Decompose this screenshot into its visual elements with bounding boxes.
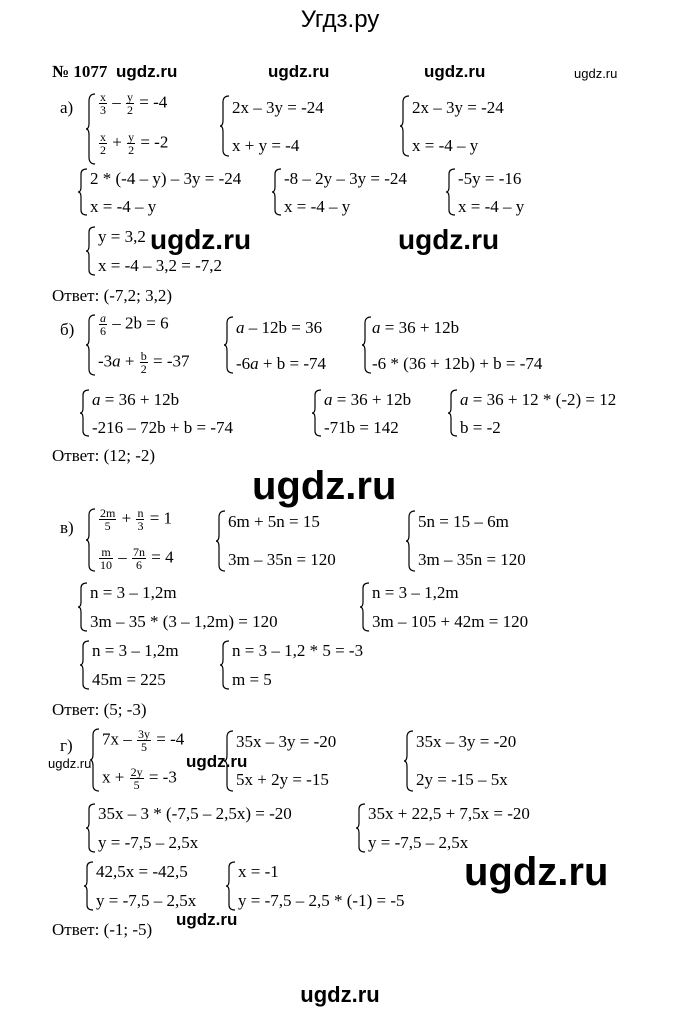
equation: 3m – 35 * (3 – 1,2m) = 120 xyxy=(90,612,278,631)
equation: $\frac{x}{3}$ – $\frac{y}{2}$ = -4 xyxy=(100,90,168,117)
brace-icon xyxy=(80,389,90,437)
fraction: $\frac{x}{3}$ xyxy=(100,90,106,117)
footer-site: ugdz.ru xyxy=(300,982,380,1007)
fraction: $\frac{2y}{5}$ xyxy=(130,765,143,792)
answer-g: Ответ: (-1; -5) xyxy=(52,920,153,939)
equation: 2 * (-4 – y) – 3y = -24 xyxy=(90,169,242,188)
brace-icon xyxy=(446,168,456,216)
brace-icon xyxy=(406,510,416,572)
brace-icon xyxy=(216,510,226,572)
brace-icon xyxy=(400,95,410,157)
equation: -216 – 72b + b = -74 xyxy=(92,418,233,437)
equation: n = 3 – 1,2m xyxy=(92,641,179,660)
equation: 3m – 105 + 42m = 120 xyxy=(372,612,529,631)
watermark: ugdz.ru xyxy=(186,752,248,771)
fraction: $\frac{2m}{5}$ xyxy=(100,506,116,533)
fraction: $\frac{m}{10}$ xyxy=(100,545,112,572)
site-title: Угдз.ру xyxy=(300,6,380,33)
equation: 35x – 3y = -20 xyxy=(236,732,337,751)
brace-icon xyxy=(448,389,458,437)
brace-icon xyxy=(84,861,94,911)
fraction: $\frac{a}{6}$ xyxy=(100,311,106,338)
brace-icon xyxy=(272,168,282,216)
equation: a = 36 + 12b xyxy=(372,318,460,337)
answer-a: Ответ: (-7,2; 3,2) xyxy=(52,286,173,305)
watermark: ugdz.ru xyxy=(398,224,500,255)
fraction: $\frac{7n}{6}$ xyxy=(133,545,145,572)
equation: x = -4 – y xyxy=(458,197,525,216)
watermark: ugdz.ru xyxy=(424,62,486,81)
equation: a = 36 + 12 * (-2) = 12 xyxy=(460,390,617,409)
equation: -71b = 142 xyxy=(324,418,399,437)
equation: x = -4 – y xyxy=(412,136,479,155)
fraction: $\frac{x}{2}$ xyxy=(100,130,106,157)
equation: y = -7,5 – 2,5 * (-1) = -5 xyxy=(238,891,405,910)
equation: 7x – $\frac{3y}{5}$ = -4 xyxy=(102,727,185,754)
equation: n = 3 – 1,2 * 5 = -3 xyxy=(232,641,364,660)
equation: a = 36 + 12b xyxy=(324,390,412,409)
brace-icon xyxy=(86,803,96,853)
brace-icon xyxy=(86,226,96,276)
equation: -5y = -16 xyxy=(458,169,522,188)
brace-icon xyxy=(362,316,372,374)
equation: $\frac{x}{2}$ + $\frac{y}{2}$ = -2 xyxy=(100,130,169,157)
equation: y = -7,5 – 2,5x xyxy=(98,833,199,852)
equation: n = 3 – 1,2m xyxy=(90,583,177,602)
equation: a – 12b = 36 xyxy=(236,318,323,337)
answer-v: Ответ: (5; -3) xyxy=(52,700,147,719)
equation: 6m + 5n = 15 xyxy=(228,512,320,531)
equation: 35x + 22,5 + 7,5x = -20 xyxy=(368,804,530,823)
equation: b = -2 xyxy=(460,418,501,437)
part-label-b: б) xyxy=(60,320,75,339)
fraction: $\frac{3y}{5}$ xyxy=(138,727,150,754)
part-label-a: а) xyxy=(60,98,74,117)
brace-icon xyxy=(78,582,88,632)
answer-b: Ответ: (12; -2) xyxy=(52,446,156,465)
equation: -3a + $\frac{b}{2}$ = -37 xyxy=(98,349,190,376)
equation: x + $\frac{2y}{5}$ = -3 xyxy=(102,765,177,792)
brace-icon xyxy=(226,861,236,911)
brace-icon xyxy=(356,803,366,853)
equation: $\frac{2m}{5}$ + $\frac{n}{3}$ = 1 xyxy=(100,506,173,533)
brace-icon xyxy=(220,95,230,157)
equation: 2x – 3y = -24 xyxy=(232,98,324,117)
fraction: $\frac{y}{2}$ xyxy=(128,130,135,157)
equation: 42,5x = -42,5 xyxy=(96,862,188,881)
brace-icon xyxy=(224,730,234,792)
equation: 35x – 3y = -20 xyxy=(416,732,517,751)
equation: y = 3,2 xyxy=(98,227,146,246)
part-label-g: г) xyxy=(60,736,73,755)
equation: -6 * (36 + 12b) + b = -74 xyxy=(372,354,543,373)
watermark: ugdz.ru xyxy=(116,62,178,81)
brace-icon xyxy=(86,93,96,165)
equation: 5n = 15 – 6m xyxy=(418,512,509,531)
brace-icon xyxy=(220,640,230,690)
watermark: ugdz.ru xyxy=(464,850,609,894)
watermark: ugdz.ru xyxy=(176,910,238,929)
equation: y = -7,5 – 2,5x xyxy=(368,833,469,852)
equation: -8 – 2y – 3y = -24 xyxy=(284,169,407,188)
equation: x = -4 – 3,2 = -7,2 xyxy=(98,256,222,275)
fraction: $\frac{n}{3}$ xyxy=(137,506,144,533)
equation: 2x – 3y = -24 xyxy=(412,98,504,117)
brace-icon xyxy=(86,508,96,572)
brace-icon xyxy=(86,314,96,376)
equation: 2y = -15 – 5x xyxy=(416,770,508,789)
brace-icon xyxy=(312,389,322,437)
brace-icon xyxy=(404,730,414,792)
watermark: ugdz.ru xyxy=(48,756,92,771)
equation: x + y = -4 xyxy=(232,136,300,155)
brace-icon xyxy=(224,316,234,374)
watermark: ugdz.ru xyxy=(150,224,252,255)
brace-icon xyxy=(78,168,88,216)
equation: $\frac{m}{10}$ – $\frac{7n}{6}$ = 4 xyxy=(100,545,174,572)
equation: 35x – 3 * (-7,5 – 2,5x) = -20 xyxy=(98,804,292,823)
equation: 45m = 225 xyxy=(92,670,166,689)
equation: y = -7,5 – 2,5x xyxy=(96,891,197,910)
fraction: $\frac{y}{2}$ xyxy=(127,90,133,117)
watermark: ugdz.ru xyxy=(252,464,397,508)
equation: x = -4 – y xyxy=(90,197,157,216)
equation: x = -4 – y xyxy=(284,197,351,216)
equation: 3m – 35n = 120 xyxy=(228,550,336,569)
equation: 5x + 2y = -15 xyxy=(236,770,329,789)
equation: a = 36 + 12b xyxy=(92,390,180,409)
watermark: ugdz.ru xyxy=(574,66,618,81)
equation: $\frac{a}{6}$ – 2b = 6 xyxy=(100,311,169,338)
brace-icon xyxy=(90,728,100,792)
equation: x = -1 xyxy=(238,862,279,881)
problem-number: № 1077 xyxy=(52,62,108,81)
brace-icon xyxy=(360,582,370,632)
fraction: $\frac{b}{2}$ xyxy=(140,349,147,376)
equation: -6a + b = -74 xyxy=(236,354,327,373)
part-label-v: в) xyxy=(60,518,74,537)
equation: n = 3 – 1,2m xyxy=(372,583,459,602)
brace-icon xyxy=(80,640,90,690)
equation: 3m – 35n = 120 xyxy=(418,550,526,569)
equation: m = 5 xyxy=(232,670,272,689)
watermark: ugdz.ru xyxy=(268,62,330,81)
